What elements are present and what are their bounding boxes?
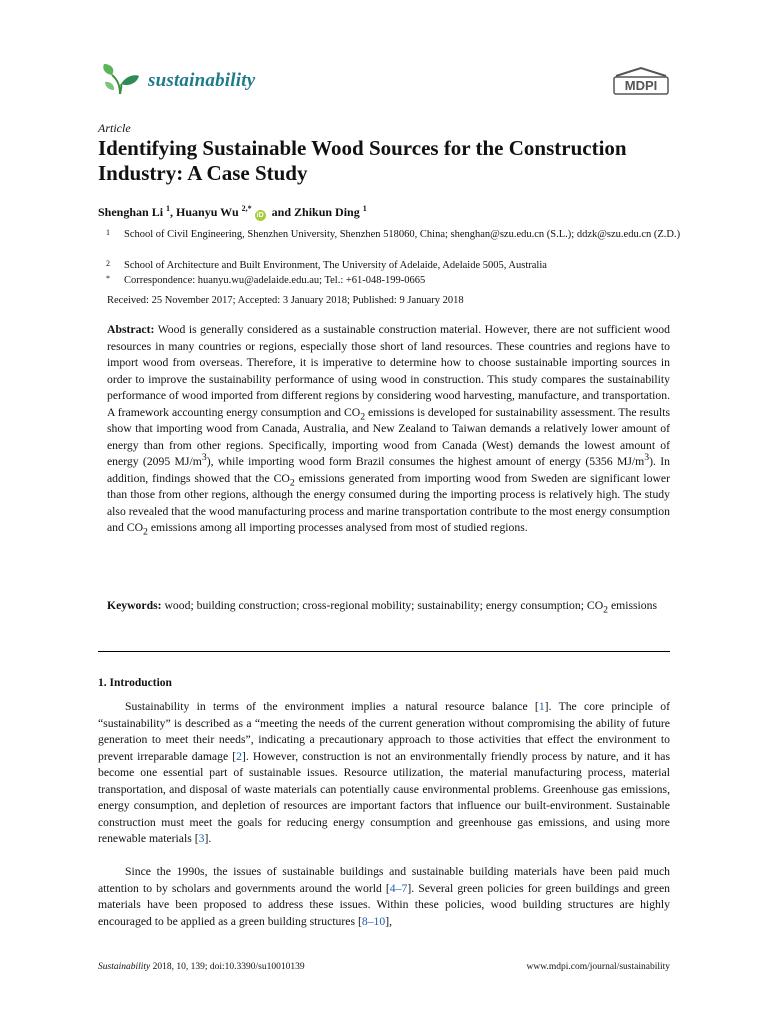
journal-logo[interactable] [100, 60, 255, 102]
citation-link[interactable]: 3 [198, 832, 205, 845]
leaf-icon [100, 60, 142, 102]
abstract-text: ). In addition, findings showed that the CO [107, 455, 670, 485]
citation-link[interactable]: 8–10 [361, 914, 386, 928]
abstract-text: emissions among all importing processes analysed from most of studied regions. [147, 521, 528, 534]
subscript: 2 [143, 526, 148, 538]
author-separator: and [268, 205, 295, 219]
author-affil-mark: 1 [166, 204, 171, 213]
article-type: Article [98, 121, 131, 135]
orcid-icon[interactable]: iD [256, 212, 264, 219]
superscript: 3 [201, 452, 207, 464]
body-paragraph [98, 864, 670, 930]
citation-link[interactable]: 4–7 [389, 881, 408, 895]
subscript: 2 [289, 476, 295, 488]
citation-link[interactable]: 2 [236, 749, 242, 763]
author-name[interactable]: Shenghan Li [98, 205, 164, 219]
keywords-text: wood; building construction; cross-regional mobility; sustainability; energy consumption; CO [161, 599, 604, 612]
section-heading: 1. Introduction [98, 677, 172, 689]
abstract-text: ), while importing wood form Brazil consumes the highest amount of energy (5356 MJ/m [206, 455, 645, 468]
paragraph-text: Sustainability in terms of the environment implies a natural resource balance [ [125, 700, 539, 713]
keywords [107, 598, 670, 615]
paragraph-text: Since the 1990s, the issues of sustainable buildings and sustainable building materials have been paid much attention to by scholars and governments around the world [ [98, 865, 670, 895]
author-name[interactable]: Zhikun Ding [294, 205, 360, 219]
abstract-text: emissions is developed for sustainability assessment. The results show that importing wood from Canada, Australia, and New Zealand to Taiwan demands a relatively lower amount of energy than from other regions. Specifically, importing wood from Canada (West) demands the lowest amount of energy (2095 MJ/m [107, 405, 670, 468]
footer-citation-text: 2018, 10, 139; doi:10.3390/su10010139 [150, 962, 305, 972]
author-affil-mark: 2,* [241, 204, 252, 213]
paragraph-text: ], [385, 914, 393, 928]
abstract-text: emissions generated from importing wood from Sweden are significant lower than those from other regions, although the energy consumed during the importing process is relatively high. The study also revealed that the wood manufacturing process and marine transportation contribute to the most energy consumption and CO [107, 471, 670, 534]
keywords-label: Keywords: [107, 599, 162, 612]
affiliation-mark: 2 [106, 259, 110, 268]
citation-link[interactable]: 1 [538, 700, 545, 713]
affiliation-mark: * [106, 274, 110, 283]
author-list [98, 205, 367, 221]
publication-dates: Received: 25 November 2017; Accepted: 3 January 2018; Published: 9 January 2018 [107, 295, 464, 306]
abstract-label: Abstract: [107, 323, 155, 336]
journal-name: sustainability [148, 70, 256, 91]
footer-citation [98, 962, 305, 972]
author-affil-mark: 1 [362, 204, 367, 213]
author-name[interactable]: Huanyu Wu [176, 205, 239, 219]
article-title: Identifying Sustainable Wood Sources for the Construction Industry: A Case Study [98, 136, 627, 185]
keywords-text: emissions [608, 599, 658, 612]
footer-url[interactable]: www.mdpi.com/journal/sustainability [526, 962, 670, 972]
subscript: 2 [360, 410, 366, 422]
author-separator: , [170, 205, 177, 219]
paragraph-text: ]. Several green policies for green buildings and green materials have been proposed to address these issues. Within these policies, wood building structures are highly encouraged to be applied as a green building structures [ [98, 881, 670, 928]
affiliation-text: School of Civil Engineering, Shenzhen University, Shenzhen 518060, China; shenghan@szu.edu.cn (S.L.); ddzk@szu.edu.cn (Z.D.) [124, 229, 681, 240]
paragraph-text: ]. [204, 832, 212, 845]
body-paragraph [98, 699, 670, 848]
affiliation-text: School of Architecture and Built Environment, The University of Adelaide, Adelaide 5005, Australia [124, 260, 547, 271]
publisher-name: MDPI [624, 78, 658, 93]
subscript: 2 [603, 604, 609, 616]
correspondence-text[interactable]: Correspondence: huanyu.wu@adelaide.edu.au; Tel.: +61-048-199-0665 [124, 275, 426, 286]
divider [98, 651, 670, 652]
affiliation-mark: 1 [106, 228, 110, 237]
publisher-logo[interactable] [612, 66, 670, 96]
paragraph-text: ]. The core principle of “sustainability” is described as a “meeting the needs of the current generation without compromising the ability of future generation to meet their needs”, indicating a precautionary approach to those activities that effect the environment to prevent irreparable damage [ [98, 700, 670, 763]
superscript: 3 [644, 452, 650, 464]
paragraph-text: ]. However, construction is not an environmentally friendly process by nature, and it has become one essential part of sustainable issues. Resource utilization, the material manufacturing process, material transportation, and disposal of waste materials can potentially cause environmental problems. Greenhouse gas emissions, energy consumption, and depletion of resources are important factors that influence our built-environment. Sustainable construction must meet the goals for reducing energy consumption and greenhouse gas emissions, and using more renewable materials [ [98, 749, 671, 845]
abstract-text: Wood is generally considered as a sustainable construction material. However, there are not sufficient wood resources in many countries or regions, especially those short of land resources. These countries and regions have to import wood from overseas. Therefore, it is imperative to determine how to choose sustainable importing sources in order to improve the sustainability performance of using wood in construction. This study compares the sustainability performance of wood imported from different regions by considering wood harvesting, manufacture, and transportation. A framework accounting energy consumption and CO [107, 323, 670, 419]
abstract [107, 322, 670, 537]
footer-journal: Sustainability [98, 962, 151, 972]
